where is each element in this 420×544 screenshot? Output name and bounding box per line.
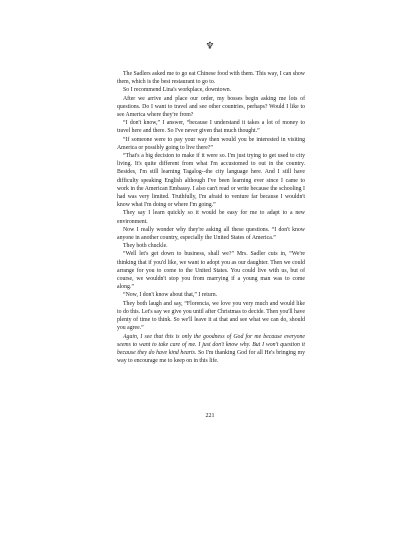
closing-sentence: So I'm thanking God for all He's bringing my way to encourage me to keep on in this life.	[117, 349, 306, 365]
paragraph: “If someone were to pay your way then would you be interested in visiting America or possibly going to live there?”	[117, 136, 305, 151]
paragraph: “That's a big decision to make if it were so. I'm just trying to get used to city living. It's quite different from what I'm accustomed to out in the country. Besides, I'm still learning Tagalog--the city language here. And I still have difficulty speaking English although I've been learning ever since I came to work in the American Embassy. I also can't read or write because the schooling I had was very limited. Truthfully, I'm afraid to venture far because I wouldn't know what I'm doing or where I'm going.”	[117, 153, 305, 209]
paragraph: They both laugh and say, “Florencia, we love you very much and would like to do this. Let's say we give you until after Christmas to decide. Then you'll have plenty of time to think. So we'll leave it at that and see what we can do, should you agree.”	[117, 300, 305, 332]
paragraph: They both chuckle.	[123, 243, 168, 250]
paragraph: They say I learn quickly so it would be easy for me to adapt to a new environment.	[117, 210, 305, 225]
paragraph: “Now, I don't know about that,” I return.	[123, 292, 218, 299]
paragraph: After we arrive and place our order, my bosses begin asking me lots of questions. Do I want to travel and see other countries, perhaps? Would I like to see America where they're from?	[117, 95, 305, 119]
header-ornament: ♆	[205, 41, 215, 52]
body-text	[117, 70, 305, 365]
italic-reflection: Again, I see that this is only the goodness of God for me because everyone seems to want to take care of me. I just don't know why. But I won't question it because they do have kind hearts.	[117, 333, 305, 356]
paragraph: The Sadlers asked me to go eat Chinese food with them. This way, I can show them, which is the best restaurant to go to.	[117, 71, 305, 86]
closing-paragraph	[117, 333, 305, 366]
page-number: 221	[205, 413, 215, 419]
paragraph: Now I really wonder why they're asking all these questions. “I don't know anyone in another country, especially the United States of America.”	[117, 226, 305, 242]
paragraph: “I don't know,” I answer, “because I understand it takes a lot of money to travel here and there. So I've never given that much thought.”	[117, 120, 305, 135]
paragraph: So I recommend Lina's workplace, downtown.	[123, 87, 232, 94]
paragraph: “Well let's get down to business, shall we?” Mrs. Sadler cuts in, “We're thinking that if you'd like, we want to adopt you as our daughter. Then we could arrange for you to come to the United States. You could live with us, but of course, we wouldn't stop you from marrying if a young man was to come along.”	[117, 251, 305, 291]
